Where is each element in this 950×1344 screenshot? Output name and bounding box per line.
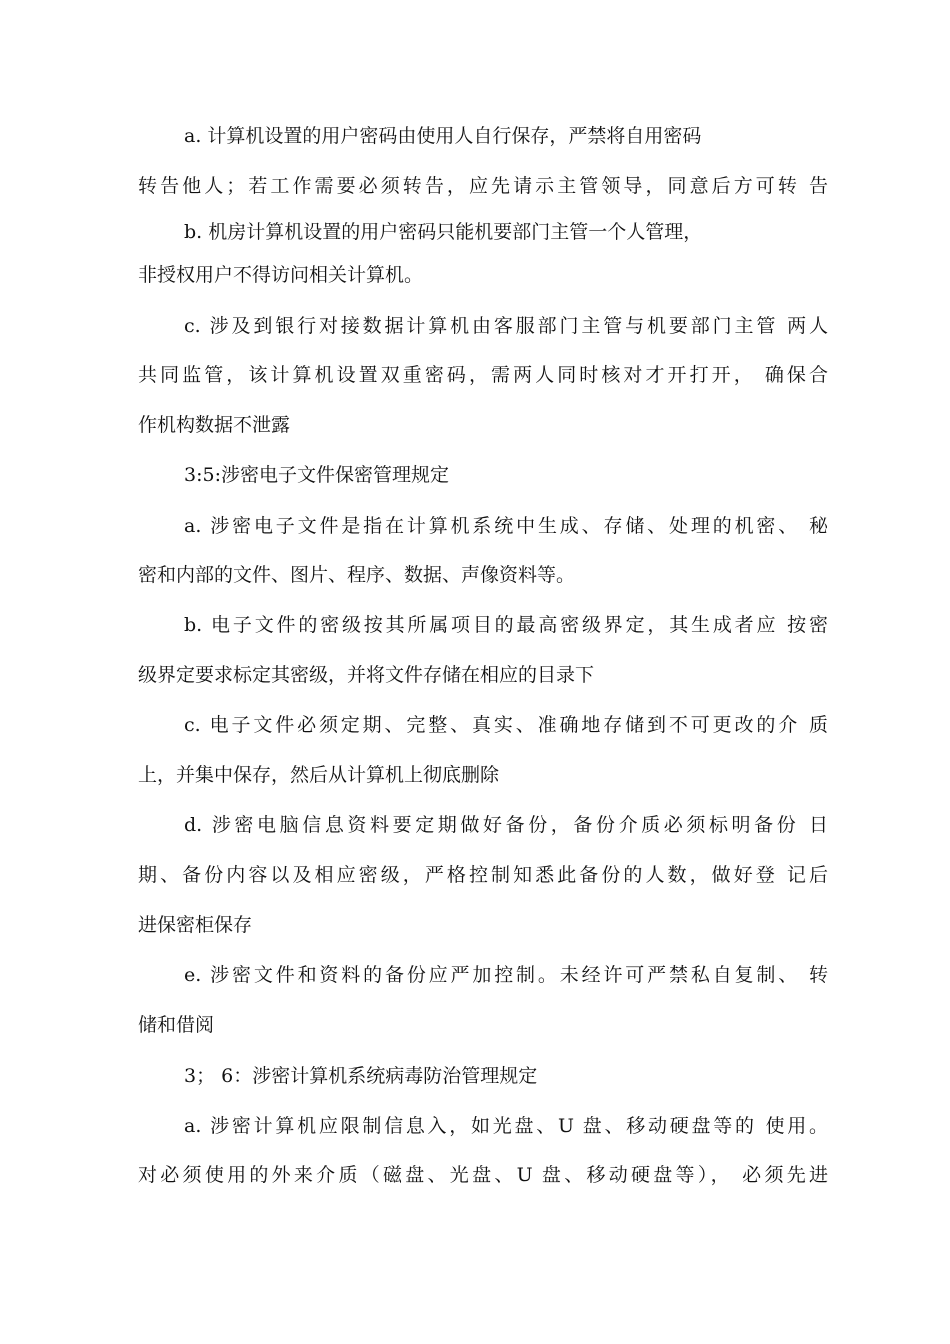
text-line-16: 期、备份内容以及相应密级，严格控制知悉此备份的人数，做好登 记后 — [138, 864, 828, 886]
text-line-1: a. 计算机设置的用户密码由使用人自行保存，严禁将自用密码 — [184, 125, 702, 147]
text-line-3: b. 机房计算机设置的用户密码只能机要部门主管一个人管理， — [184, 221, 703, 243]
text-line-5: c. 涉及到银行对接数据计算机由客服部门主管与机要部门主管 两人 — [184, 315, 828, 337]
text-line-14: 上，并集中保存，然后从计算机上彻底删除 — [138, 764, 500, 786]
text-line-11: b. 电子文件的密级按其所属项目的最高密级界定，其生成者应 按密 — [184, 614, 828, 636]
text-line-19: 储和借阅 — [138, 1014, 215, 1036]
text-line-7: 作机构数据不泄露 — [138, 414, 291, 436]
text-line-13: c. 电子文件必须定期、完整、真实、准确地存储到不可更改的介 质 — [184, 714, 828, 736]
text-line-9: a. 涉密电子文件是指在计算机系统中生成、存储、处理的机密、 秘 — [184, 515, 828, 537]
text-line-18: e. 涉密文件和资料的备份应严加控制。未经许可严禁私自复制、 转 — [184, 964, 828, 986]
text-line-12: 级界定要求标定其密级，并将文件存储在相应的目录下 — [138, 664, 595, 686]
section-heading-3-6: 3； 6：涉密计算机系统病毒防治管理规定 — [184, 1065, 538, 1087]
section-heading-3-5: 3:5:涉密电子文件保密管理规定 — [184, 464, 449, 486]
text-line-22: 对必须使用的外来介质（磁盘、光盘、U 盘、移动硬盘等）， 必须先进 — [138, 1164, 828, 1186]
text-line-17: 进保密柜保存 — [138, 914, 253, 936]
text-line-15: d. 涉密电脑信息资料要定期做好备份，备份介质必须标明备份 日 — [184, 814, 828, 836]
text-line-2: 转告他人；若工作需要必须转告，应先请示主管领导，同意后方可转 告 — [138, 175, 828, 197]
text-line-10: 密和内部的文件、图片、程序、数据、声像资料等。 — [138, 564, 576, 586]
text-line-6: 共同监管，该计算机设置双重密码，需两人同时核对才开打开， 确保合 — [138, 364, 828, 386]
text-line-4: 非授权用户不得访问相关计算机。 — [138, 264, 424, 286]
text-line-21: a. 涉密计算机应限制信息入，如光盘、U 盘、移动硬盘等的 使用。 — [184, 1115, 828, 1137]
